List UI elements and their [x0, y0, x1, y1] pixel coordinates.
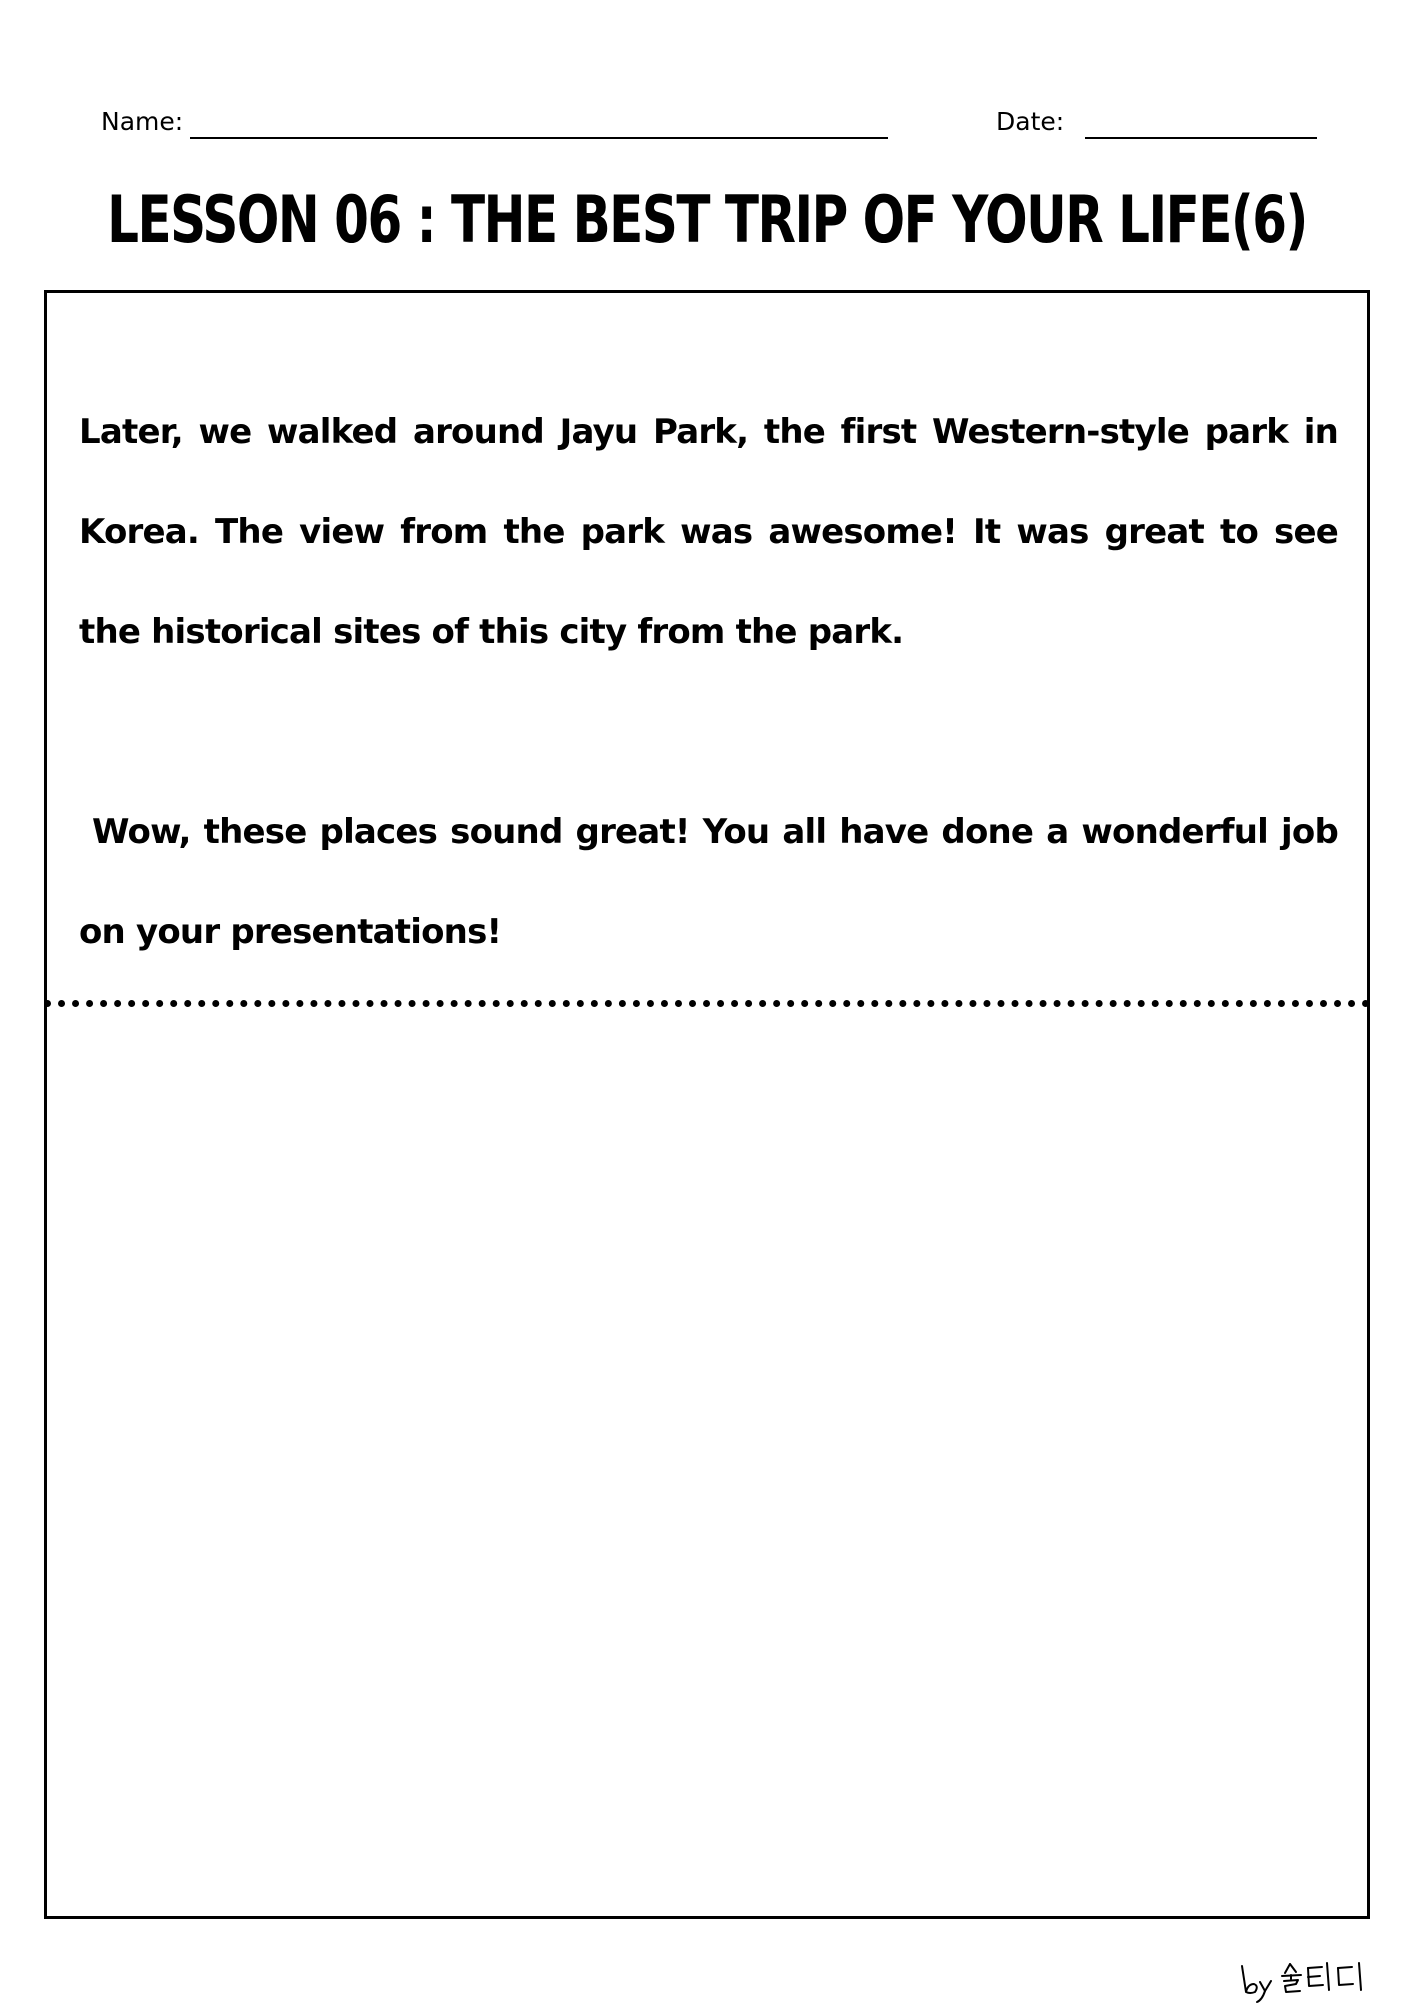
- dotted-divider: [44, 1000, 1370, 1007]
- reading-passage: [79, 382, 1338, 982]
- date-write-line[interactable]: [1085, 137, 1317, 139]
- name-label: Name:: [101, 107, 184, 136]
- paragraph-gap: [79, 682, 1338, 782]
- passage-paragraph-1: Later, we walked around Jayu Park, the first Western-style park in Korea. The view from the park was awesome! It was great to see the historical sites of this city from the park.: [79, 412, 1338, 652]
- date-label: Date:: [996, 107, 1065, 136]
- lesson-title: LESSON 06 : THE BEST TRIP OF YOUR LIFE(6): [107, 182, 1307, 258]
- name-write-line[interactable]: [190, 137, 888, 139]
- author-signature: [1238, 1954, 1388, 2004]
- passage-paragraph-2: Wow, these places sound great! You all have done a wonderful job on your presentations!: [79, 812, 1338, 952]
